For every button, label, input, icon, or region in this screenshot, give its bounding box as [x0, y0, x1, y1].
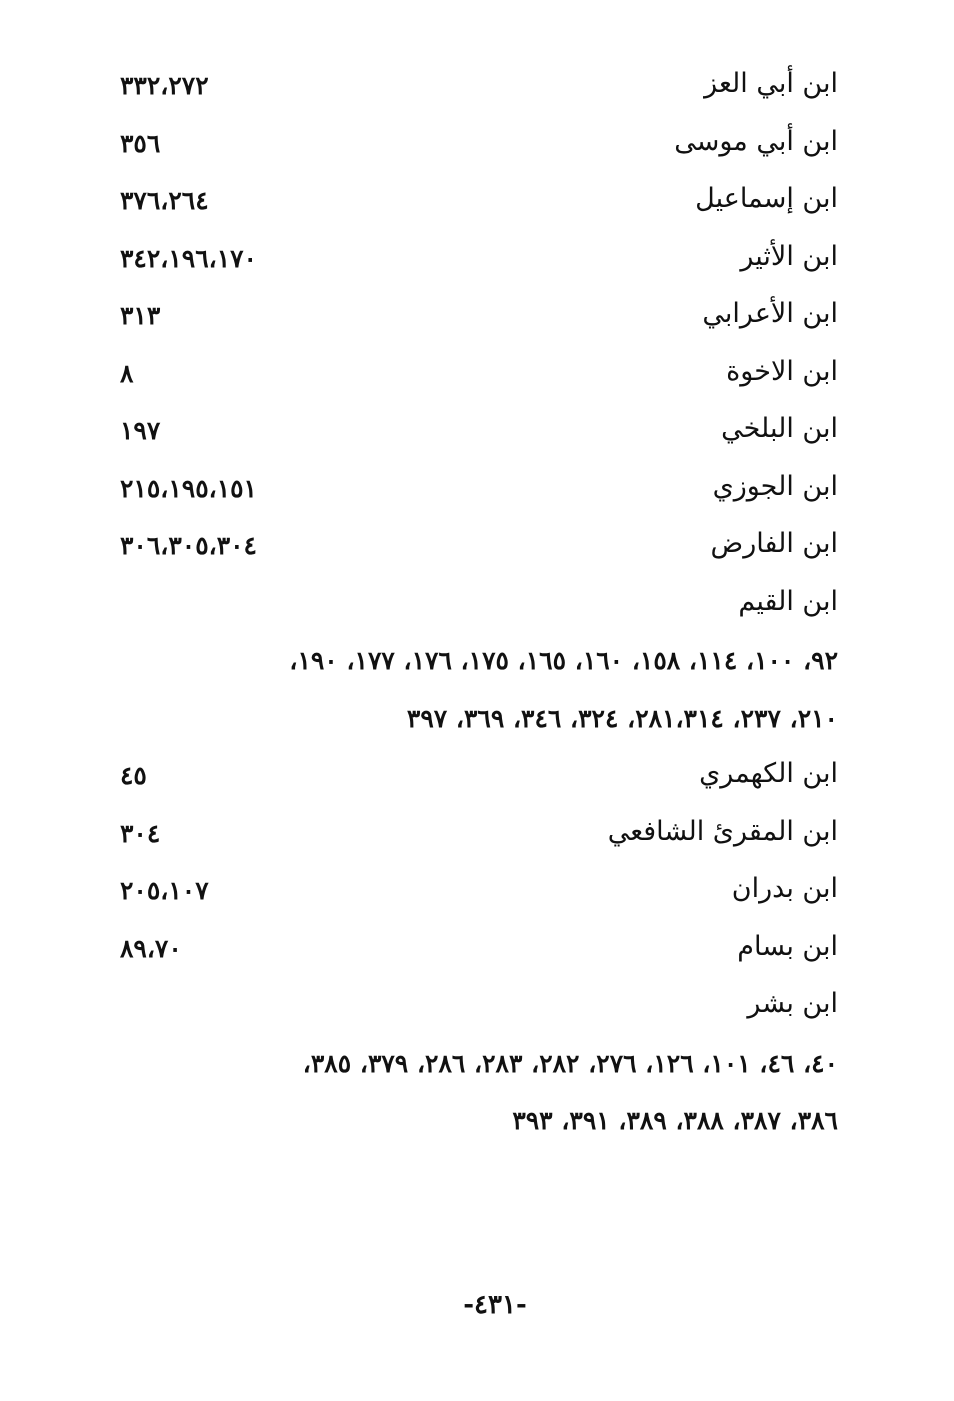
- entry-pages: ٣٥٦: [120, 128, 161, 158]
- entry-name: ابن الاخوة: [726, 355, 838, 387]
- continuation-text: ٣٨٦، ٣٨٧، ٣٨٨، ٣٨٩، ٣٩١، ٣٩٣: [512, 1106, 838, 1135]
- entry-pages: ٣٣٢،٢٧٢: [120, 71, 209, 100]
- index-entry: [112, 116, 838, 174]
- entry-pages: ٨٩،٧٠: [120, 933, 182, 963]
- index-entry: [112, 518, 838, 576]
- entry-name: ابن أبي العز: [704, 68, 838, 99]
- continuation-text: ٢١٠، ٢٣٧، ٢٨١،٣١٤، ٣٢٤، ٣٤٦، ٣٦٩، ٣٩٧: [406, 703, 838, 733]
- entry-pages-continuation: [112, 1036, 838, 1094]
- entry-pages-continuation: [112, 691, 838, 749]
- entry-name: ابن بشر: [747, 988, 838, 1019]
- index-list: [112, 58, 838, 1151]
- entry-name: ابن بدران: [731, 873, 838, 904]
- entry-name: ابن الأثير: [740, 240, 838, 272]
- entry-pages: ٣٧٦،٢٦٤: [120, 186, 209, 215]
- index-entry: [112, 921, 838, 979]
- index-entry: [112, 58, 838, 116]
- entry-pages: ٣٠٤: [120, 818, 161, 848]
- entry-pages: ٣١٣: [120, 301, 161, 330]
- continuation-text: ٤٠، ٤٦، ١٠١، ١٢٦، ٢٧٦، ٢٨٢، ٢٨٣، ٢٨٦، ٣٧٩، ٣٨٥،: [302, 1048, 838, 1078]
- index-entry: [112, 576, 838, 634]
- index-entry: [112, 403, 838, 461]
- entry-pages: ٤٥: [120, 761, 147, 790]
- page-number: -٤٣١-: [463, 1290, 527, 1320]
- index-entry: [112, 173, 838, 231]
- index-entry: [112, 806, 838, 864]
- entry-name: ابن البلخي: [721, 413, 838, 444]
- entry-name: ابن بسام: [737, 930, 838, 962]
- entry-pages: ٢١٥،١٩٥،١٥١: [120, 473, 257, 503]
- continuation-text: ٩٢، ١٠٠، ١١٤، ١٥٨، ١٦٠، ١٦٥، ١٧٥، ١٧٦، ١٧٧، ١٩٠،: [289, 646, 838, 675]
- entry-name: ابن الجوزي: [712, 470, 838, 502]
- index-entry: [112, 231, 838, 289]
- entry-pages: ٣٠٦،٣٠٥،٣٠٤: [120, 531, 257, 560]
- index-entry: [112, 748, 838, 806]
- entry-pages-continuation: [112, 1093, 838, 1151]
- entry-pages-continuation: [112, 633, 838, 691]
- entry-name: ابن الأعرابي: [702, 298, 838, 329]
- entry-name: ابن المقرئ الشافعي: [607, 815, 838, 847]
- index-entry: [112, 461, 838, 519]
- entry-name: ابن إسماعيل: [695, 183, 838, 214]
- index-entry: [112, 863, 838, 921]
- index-entry: [112, 346, 838, 404]
- entry-name: ابن الفارض: [710, 528, 838, 559]
- entry-pages: ٢٠٥،١٠٧: [120, 876, 209, 905]
- index-entry: [112, 978, 838, 1036]
- entry-name: ابن أبي موسى: [674, 125, 838, 157]
- index-entry: [112, 288, 838, 346]
- entry-pages: ٣٤٢،١٩٦،١٧٠: [120, 243, 257, 273]
- entry-name: ابن الكهمري: [699, 758, 838, 789]
- entry-pages: ٨: [120, 358, 134, 388]
- entry-name: ابن القيم: [738, 585, 838, 617]
- entry-pages: ١٩٧: [120, 416, 161, 445]
